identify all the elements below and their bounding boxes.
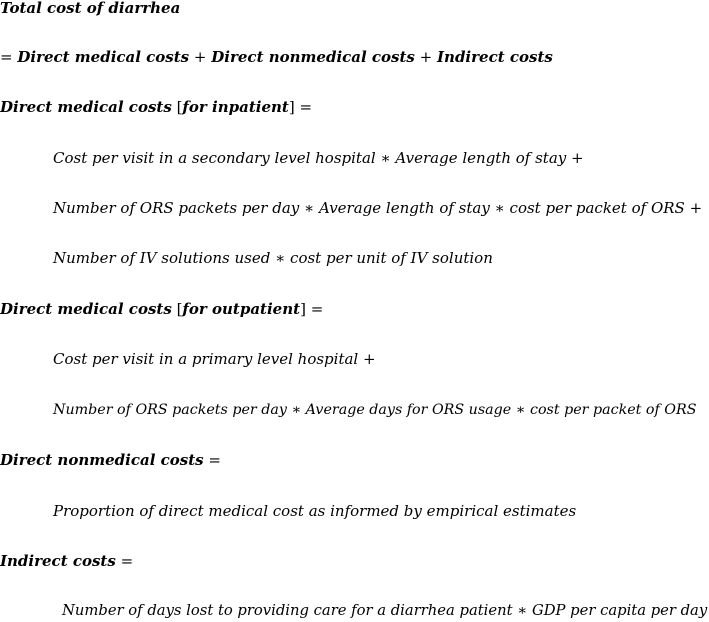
term-direct-nonmedical: Direct nonmedical costs: [211, 48, 415, 66]
outpatient-qualifier: for outpatient: [182, 300, 301, 318]
equals-sign: =: [310, 300, 324, 318]
outpatient-head: Direct medical costs: [0, 300, 172, 318]
term-direct-medical: Direct medical costs: [17, 48, 190, 66]
inpatient-line-2: Number of ORS packets per day ∗ Average length of stay ∗ cost per packet of ORS +: [53, 199, 703, 217]
bracket-open: [: [176, 300, 183, 318]
equals-sign: =: [299, 98, 313, 116]
nonmedical-line-1: Proportion of direct medical cost as informed by empirical estimates: [53, 502, 577, 520]
inpatient-heading: [0, 97, 312, 117]
inpatient-head: Direct medical costs: [0, 98, 172, 116]
outpatient-line-1: Cost per visit in a primary level hospital +: [53, 350, 376, 368]
equals-sign: =: [120, 552, 134, 570]
total-cost-title-text: Total cost of diarrhea: [0, 0, 181, 17]
nonmedical-head: Direct nonmedical costs: [0, 451, 204, 469]
indirect-heading: [0, 551, 133, 571]
equals-sign: =: [0, 48, 13, 66]
bracket-open: [: [176, 98, 183, 116]
total-cost-definition: [0, 47, 553, 67]
equals-sign: =: [208, 451, 221, 469]
total-cost-title: [0, 0, 180, 18]
outpatient-line-2: Number of ORS packets per day ∗ Average days for ORS usage ∗ cost per packet of ORS: [53, 402, 697, 418]
indirect-head: Indirect costs: [0, 552, 116, 570]
plus-sign: +: [419, 48, 433, 66]
bracket-close: ]: [300, 300, 306, 318]
inpatient-line-3: Number of IV solutions used ∗ cost per unit of IV solution: [53, 249, 493, 267]
inpatient-qualifier: for inpatient: [182, 98, 289, 116]
plus-sign: +: [193, 48, 207, 66]
bracket-close: ]: [288, 98, 295, 116]
term-indirect: Indirect costs: [437, 48, 553, 66]
nonmedical-heading: [0, 450, 221, 470]
inpatient-line-1: Cost per visit in a secondary level hospital ∗ Average length of stay +: [53, 149, 584, 167]
indirect-line-1: Number of days lost to providing care for a diarrhea patient ∗ GDP per capita per day: [62, 602, 708, 619]
outpatient-heading: [0, 299, 323, 319]
